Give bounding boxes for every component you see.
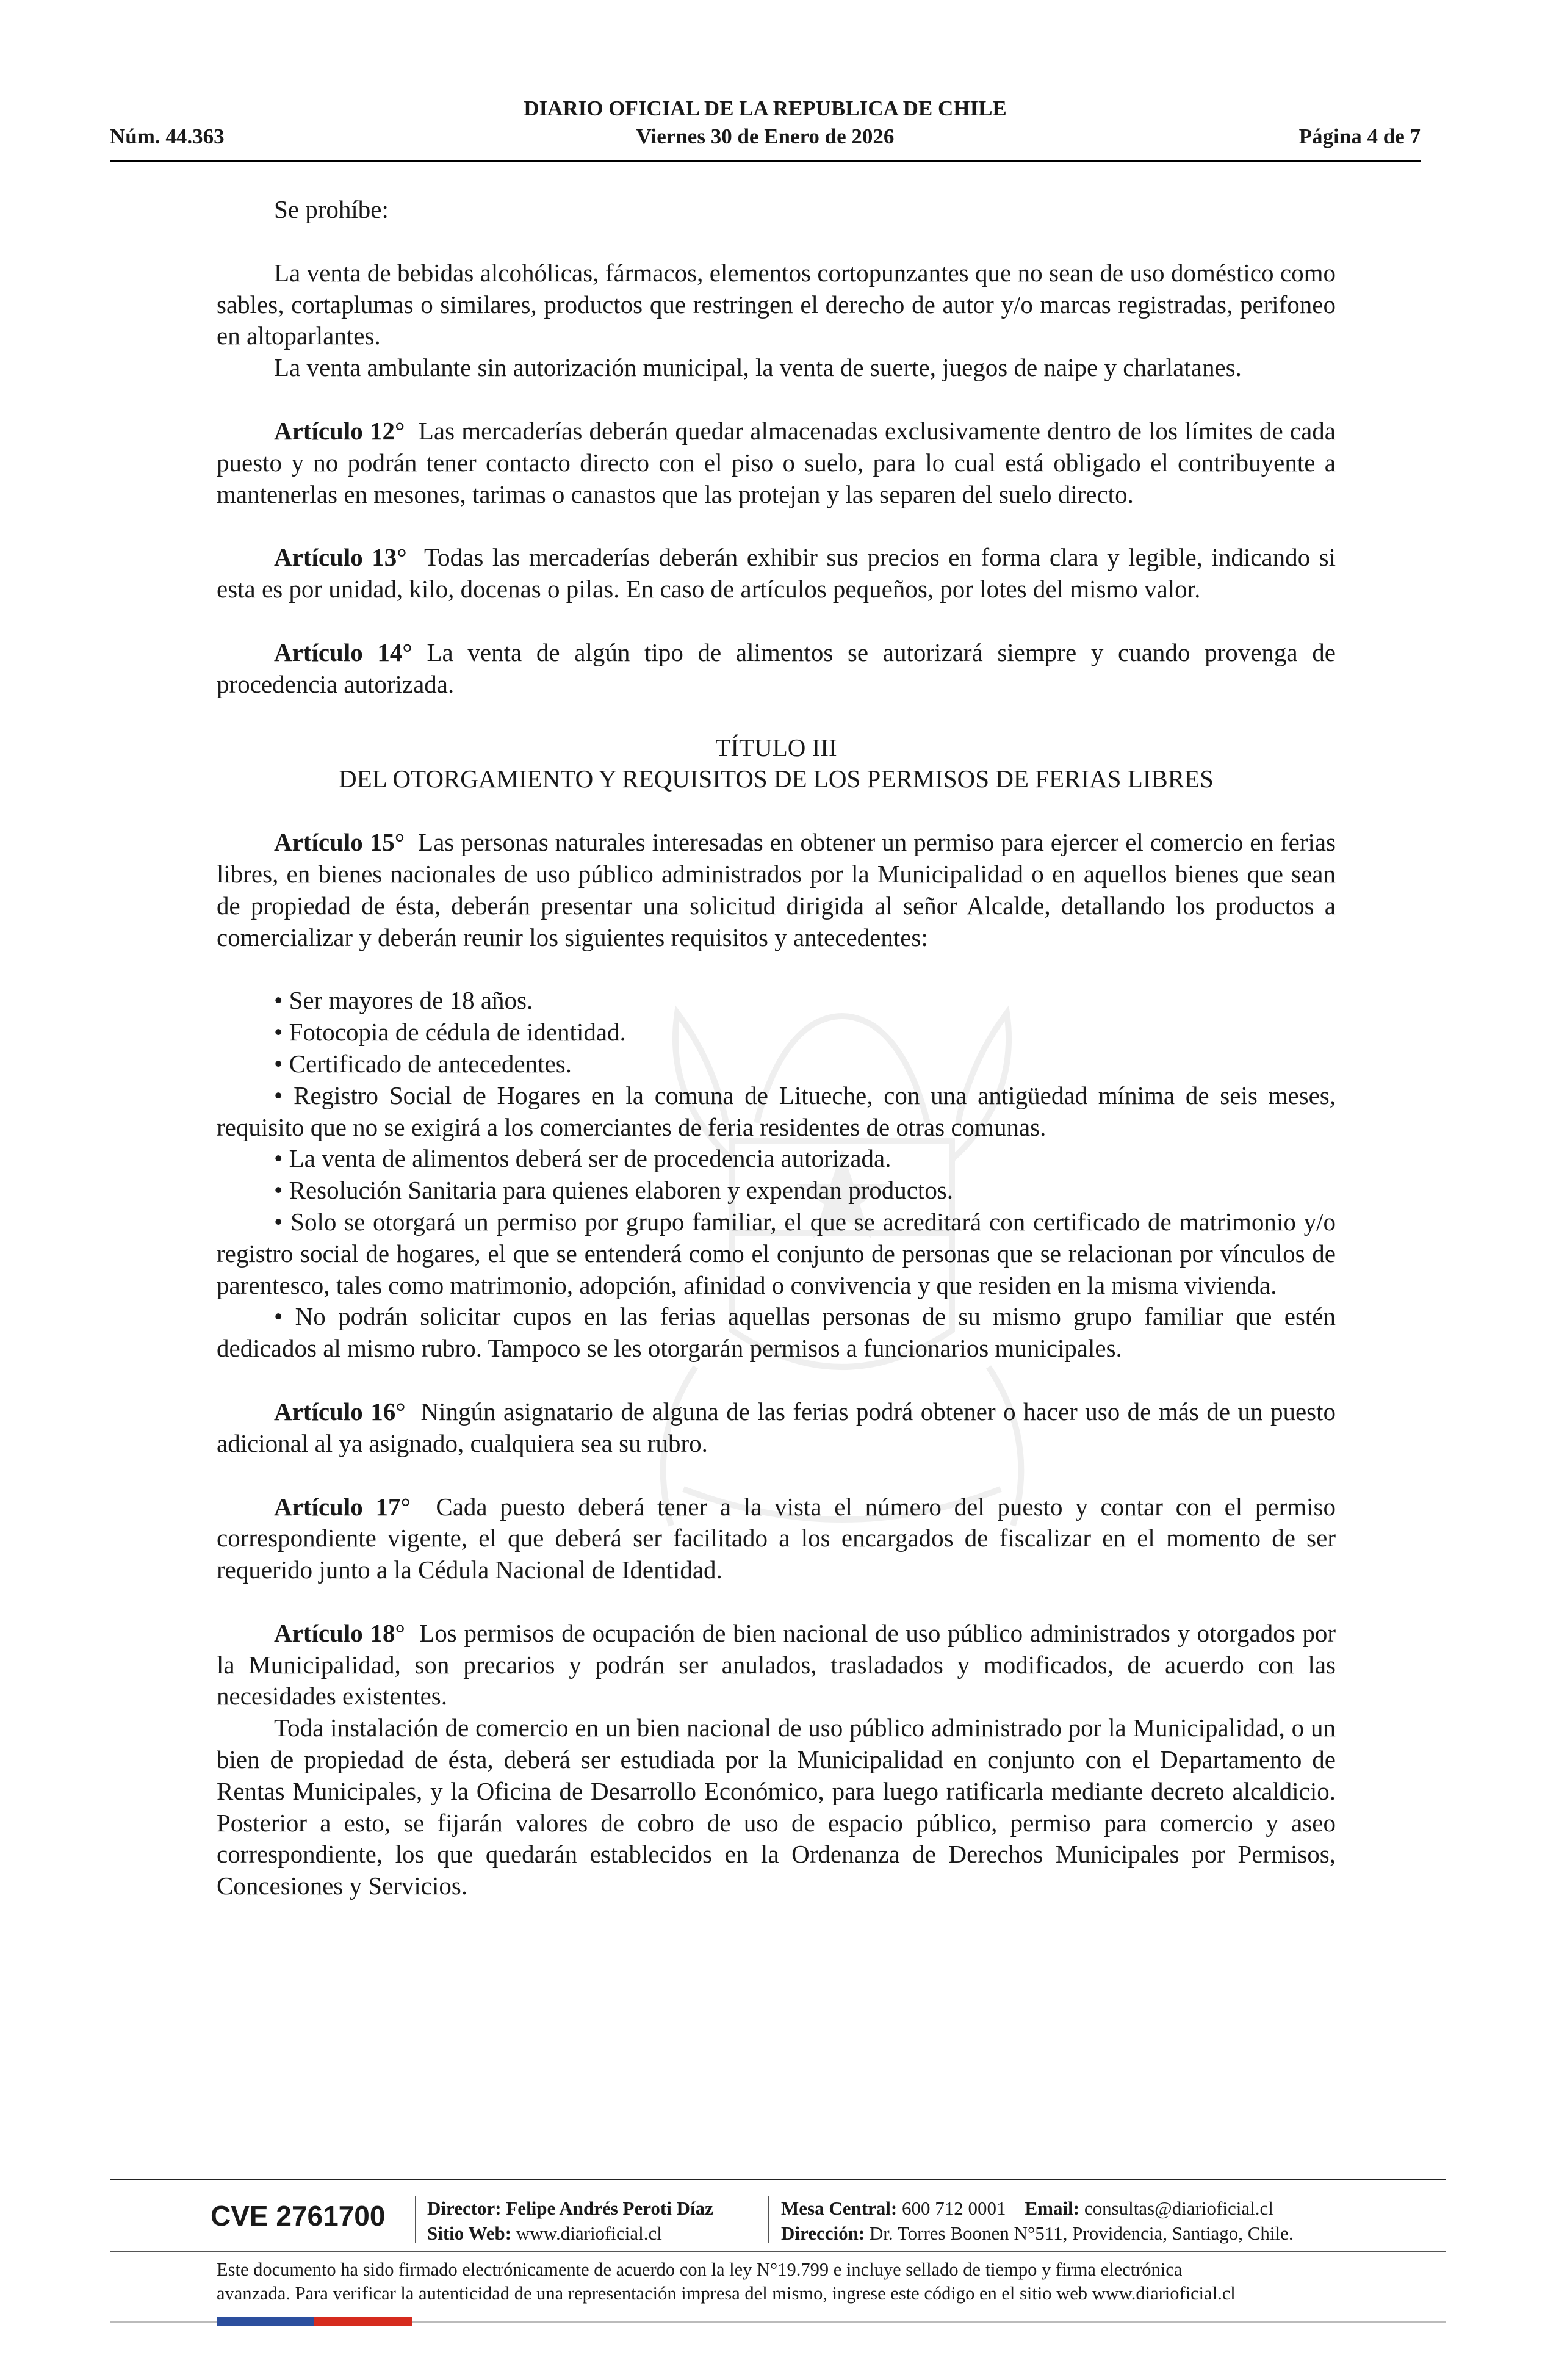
address-label: Dirección: [781, 2223, 865, 2244]
article-18-label: Artículo 18° [274, 1618, 405, 1647]
signature-notice-line-2: avanzada. Para verificar la autenticidad de una representación impresa del mismo, ingrese este código en el sitio web www.diarioficial.cl [217, 2283, 1236, 2304]
flag-stripe-blue [217, 2317, 314, 2326]
mesa-label: Mesa Central: [781, 2198, 898, 2219]
paragraph-prohibe: Se prohíbe: [274, 195, 389, 223]
article-18-paragraph-2: Toda instalación de comercio en un bien nacional de uso público administrado por la Municipalidad, o un bien de propiedad de ésta, deberá ser estudiada por la Municipalidad en conjunto con el Departamento de Rentas Municipales, y la Oficina de Desarrollo Económico, para luego ratificarla mediante decreto alcaldicio. Posterior a esto, se fijarán valores de cobro de uso de espacio público, permiso para comercio y aseo correspondiente, los que quedarán establecidos en la Ordenanza de Derechos Municipales por Permisos, Concesiones y Servicios. [217, 1714, 1336, 1900]
article-16-text: Ningún asignatario de alguna de las ferias podrá obtener o hacer uso de más de un puesto adicional al ya asignado, cualquiera sea su rubro. [217, 1397, 1336, 1457]
article-12-text: Las mercaderías deberán quedar almacenadas exclusivamente dentro de los límites de cada puesto y no podrán tener contacto directo con el piso o suelo, para lo cual está obligado el contribuyente a mantenerlas en mesones, tarimas o canastos que las protejan y las separen del suelo directo. [217, 416, 1336, 508]
paragraph-venta-bebidas: La venta de bebidas alcohólicas, fármacos, elementos cortopunzantes que no sean de uso doméstico como sables, cortaplumas o similares, productos que restringen el derecho de autor y/o marcas registradas, perifoneo en altoparlantes. [217, 258, 1336, 350]
requirement-item: • No podrán solicitar cupos en las ferias aquellas personas de su mismo grupo familiar que estén dedicados al mismo rubro. Tampoco se les otorgarán permisos a funcionarios municipales. [217, 1302, 1336, 1363]
article-17-label: Artículo 17° [274, 1492, 411, 1521]
article-17-text: Cada puesto deberá tener a la vista el número del puesto y contar con el permiso correspondiente vigente, el que deberá ser facilitado a los encargados de fiscalizar en el momento de ser requerido junto a la Cédula Nacional de Identidad. [217, 1492, 1336, 1584]
director-label: Director: [427, 2198, 502, 2219]
email-link[interactable]: consultas@diarioficial.cl [1084, 2198, 1273, 2219]
email-label: Email: [1025, 2198, 1080, 2219]
article-14-label: Artículo 14° [274, 638, 412, 666]
article-15-label: Artículo 15° [274, 828, 405, 857]
publication-title: DIARIO OFICIAL DE LA REPUBLICA DE CHILE [524, 96, 1007, 120]
flag-stripe-red [314, 2317, 412, 2326]
paragraph-venta-ambulante: La venta ambulante sin autorización municipal, la venta de suerte, juegos de naipe y charlatanes. [274, 353, 1242, 382]
requirement-item: • La venta de alimentos deberá ser de procedencia autorizada. [274, 1144, 891, 1173]
website-link[interactable]: www.diarioficial.cl [516, 2223, 662, 2244]
address-value: Dr. Torres Boonen N°511, Providencia, Santiago, Chile. [869, 2223, 1294, 2244]
article-16 [217, 1396, 1336, 1460]
requirement-item: • Resolución Sanitaria para quienes elaboren y expendan productos. [274, 1176, 954, 1205]
title-name: DEL OTORGAMIENTO Y REQUISITOS DE LOS PERMISOS DE FERIAS LIBRES [339, 765, 1214, 793]
article-15-text: Las personas naturales interesadas en obtener un permiso para ejercer el comercio en ferias libres, en bienes nacionales de uso público administrados por la Municipalidad o en aquellos bienes que sean de propiedad de ésta, deberán presentar una solicitud dirigida al señor Alcalde, detallando los productos a comercializar y deberán reunir los siguientes requisitos y antecedentes: [217, 828, 1336, 951]
director-name: Felipe Andrés Peroti Díaz [506, 2198, 713, 2219]
article-15 [217, 827, 1336, 953]
issue-number: Núm. 44.363 [110, 124, 225, 148]
title-number: TÍTULO III [715, 733, 837, 762]
page-indicator: Página 4 de 7 [1298, 124, 1421, 148]
mesa-phone: 600 712 0001 [902, 2198, 1006, 2219]
requirement-item: • Ser mayores de 18 años. [274, 986, 533, 1015]
signature-notice-line-1: Este documento ha sido firmado electrónicamente de acuerdo con la ley N°19.799 e incluye sellado de tiempo y firma electrónica [217, 2259, 1183, 2280]
footer-separator [768, 2196, 769, 2243]
article-13-text: Todas las mercaderías deberán exhibir sus precios en forma clara y legible, indicando si esta es por unidad, kilo, docenas o pilas. En caso de artículos pequeños, por lotes del mismo valor. [217, 543, 1336, 604]
requirement-item: • Certificado de antecedentes. [274, 1049, 572, 1078]
footer-contact-block [781, 2196, 1294, 2246]
article-14-text: La venta de algún tipo de alimentos se autorizará siempre y cuando provenga de procedencia autorizada. [217, 638, 1336, 698]
requirement-item: • Fotocopia de cédula de identidad. [274, 1018, 626, 1047]
article-13 [217, 542, 1336, 605]
footer-divider-middle [110, 2251, 1446, 2252]
requirement-item: • Solo se otorgará un permiso por grupo familiar, el que se acreditará con certificado de matrimonio y/o registro social de hogares, el que se entenderá como el conjunto de personas que se relacionan por vínculos de parentesco, tales como matrimonio, adopción, afinidad o convivencia y que residen en la misma vivienda. [217, 1207, 1336, 1299]
cve-code: CVE 2761700 [211, 2200, 386, 2232]
requirement-item: • Registro Social de Hogares en la comuna de Litueche, con una antigüedad mínima de seis meses, requisito que no se exigirá a los comerciantes de feria residentes de otras comunas. [217, 1081, 1336, 1141]
article-12 [217, 416, 1336, 510]
page-header [110, 93, 1421, 162]
article-18-text: Los permisos de ocupación de bien nacional de uso público administrados y otorgados por la Municipalidad, son precarios y podrán ser anulados, trasladados y modificados, de acuerdo con las necesidades existentes. [217, 1618, 1336, 1711]
article-18 [217, 1618, 1336, 1712]
issue-date: Viernes 30 de Enero de 2026 [636, 124, 895, 148]
footer-separator [415, 2196, 416, 2243]
article-17 [217, 1491, 1336, 1586]
article-16-label: Artículo 16° [274, 1397, 406, 1426]
article-14 [217, 637, 1336, 701]
article-13-label: Artículo 13° [274, 543, 407, 572]
website-label: Sitio Web: [427, 2223, 512, 2244]
footer-director-block [427, 2196, 713, 2246]
signature-notice [217, 2258, 1336, 2306]
footer-divider-top [110, 2179, 1446, 2180]
article-12-label: Artículo 12° [274, 416, 405, 445]
document-body [217, 194, 1336, 1902]
